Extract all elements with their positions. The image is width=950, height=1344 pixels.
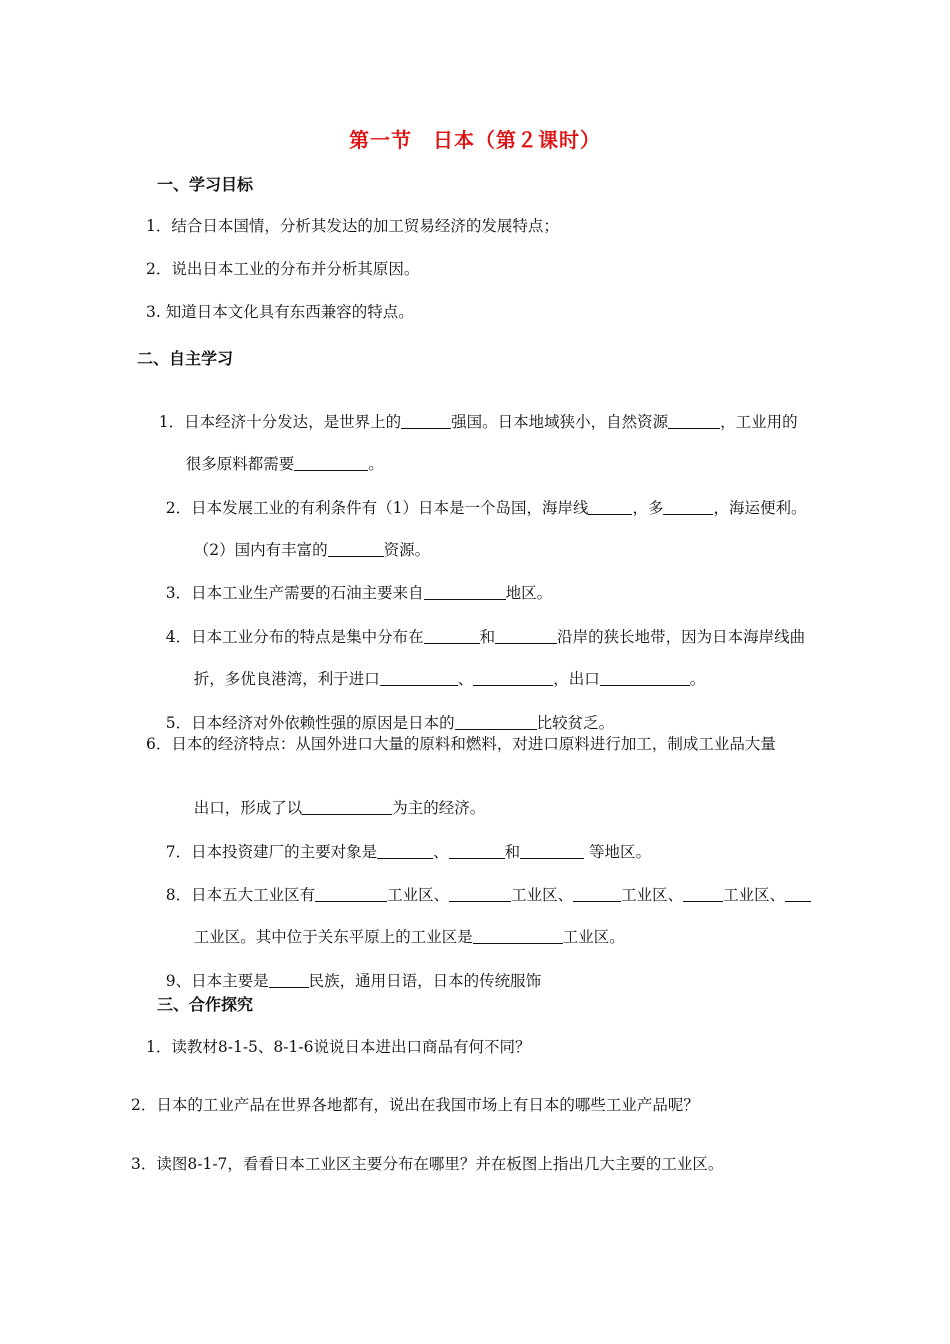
- page-title: 第一节 日本（第２课时）: [349, 128, 601, 152]
- answer-blank[interactable]: [668, 412, 720, 429]
- question-2-line-1: 2．日本发展工业的有利条件有（1）日本是一个岛国，海岸线 ，多 ，海运便利。: [165, 499, 807, 517]
- answer-blank[interactable]: [495, 627, 557, 644]
- question-1-line-1: 1．日本经济十分发达，是世界上的 强国。日本地域狭小，自然资源 ，工业用的: [158, 413, 798, 431]
- answer-blank[interactable]: [424, 583, 506, 600]
- question-8-line-1: 8．日本五大工业区有 工业区、 工业区、 工业区、 工业区、: [146, 862, 811, 928]
- answer-blank[interactable]: [302, 798, 392, 815]
- objective-item: 1．结合日本国情，分析其发达的加工贸易经济的发展特点；: [146, 217, 559, 235]
- answer-blank[interactable]: [294, 454, 368, 471]
- question-4-line-1: 4．日本工业分布的特点是集中分布在 和 沿岸的狭长地带，因为日本海岸线曲: [165, 628, 806, 646]
- section-heading-cooperative-inquiry: 三、合作探究: [157, 995, 254, 1014]
- answer-blank[interactable]: [473, 669, 553, 686]
- answer-blank[interactable]: [683, 885, 723, 902]
- inquiry-item: 3．读图8-1-7，看看日本工业区主要分布在哪里？并在板图上指出几大主要的工业区。: [131, 1155, 724, 1173]
- answer-blank[interactable]: [449, 885, 511, 902]
- inquiry-item: 1．读教材8-1-5、8-1-6说说日本进出口商品有何不同？: [146, 1038, 531, 1056]
- answer-blank[interactable]: [663, 498, 713, 515]
- question-1-line-2: 很多原料都需要 。: [185, 455, 384, 473]
- inquiry-item: 2．日本的工业产品在世界各地都有，说出在我国市场上有日本的哪些工业产品呢？: [131, 1096, 699, 1114]
- question-7: 7．日本投资建厂的主要对象是 、 和 等地区。: [165, 843, 652, 861]
- answer-blank[interactable]: [401, 412, 451, 429]
- answer-blank[interactable]: [520, 842, 584, 859]
- answer-blank[interactable]: [424, 627, 480, 644]
- answer-blank[interactable]: [785, 885, 811, 902]
- question-6-line-1: 6．日本的经济特点：从国外进口大量的原料和燃料，对进口原料进行加工，制成工业品大量: [146, 735, 776, 753]
- answer-blank[interactable]: [449, 842, 505, 859]
- answer-blank[interactable]: [600, 669, 690, 686]
- answer-blank[interactable]: [473, 927, 563, 944]
- question-2-line-2: （2）国内有丰富的 资源。: [193, 541, 431, 559]
- answer-blank[interactable]: [455, 713, 537, 730]
- question-3: 3．日本工业生产需要的石油主要来自 地区。: [165, 584, 553, 602]
- answer-blank[interactable]: [315, 885, 387, 902]
- question-4-line-2: 折，多优良港湾，利于进口 、 ，出口 。: [193, 670, 706, 688]
- objective-item: 2．说出日本工业的分布并分析其原因。: [146, 260, 420, 278]
- section-heading-self-study: 二、自主学习: [137, 349, 234, 368]
- answer-blank[interactable]: [377, 842, 433, 859]
- question-8-line-2: 工业区。其中位于关东平原上的工业区是 工业区。: [193, 928, 625, 946]
- question-6-line-2: 出口，形成了以 为主的经济。: [193, 799, 486, 817]
- question-5: 5．日本经济对外依赖性强的原因是日本的 比较贫乏。: [165, 714, 615, 732]
- question-9: 9、日本主要是 民族，通用日语，日本的传统服饰: [165, 972, 542, 990]
- answer-blank[interactable]: [269, 971, 309, 988]
- section-heading-objectives: 一、学习目标: [157, 175, 254, 194]
- answer-blank[interactable]: [328, 540, 384, 557]
- answer-blank[interactable]: [588, 498, 632, 515]
- answer-blank[interactable]: [573, 885, 621, 902]
- objective-item: 3. 知道日本文化具有东西兼容的特点。: [146, 303, 414, 321]
- answer-blank[interactable]: [380, 669, 458, 686]
